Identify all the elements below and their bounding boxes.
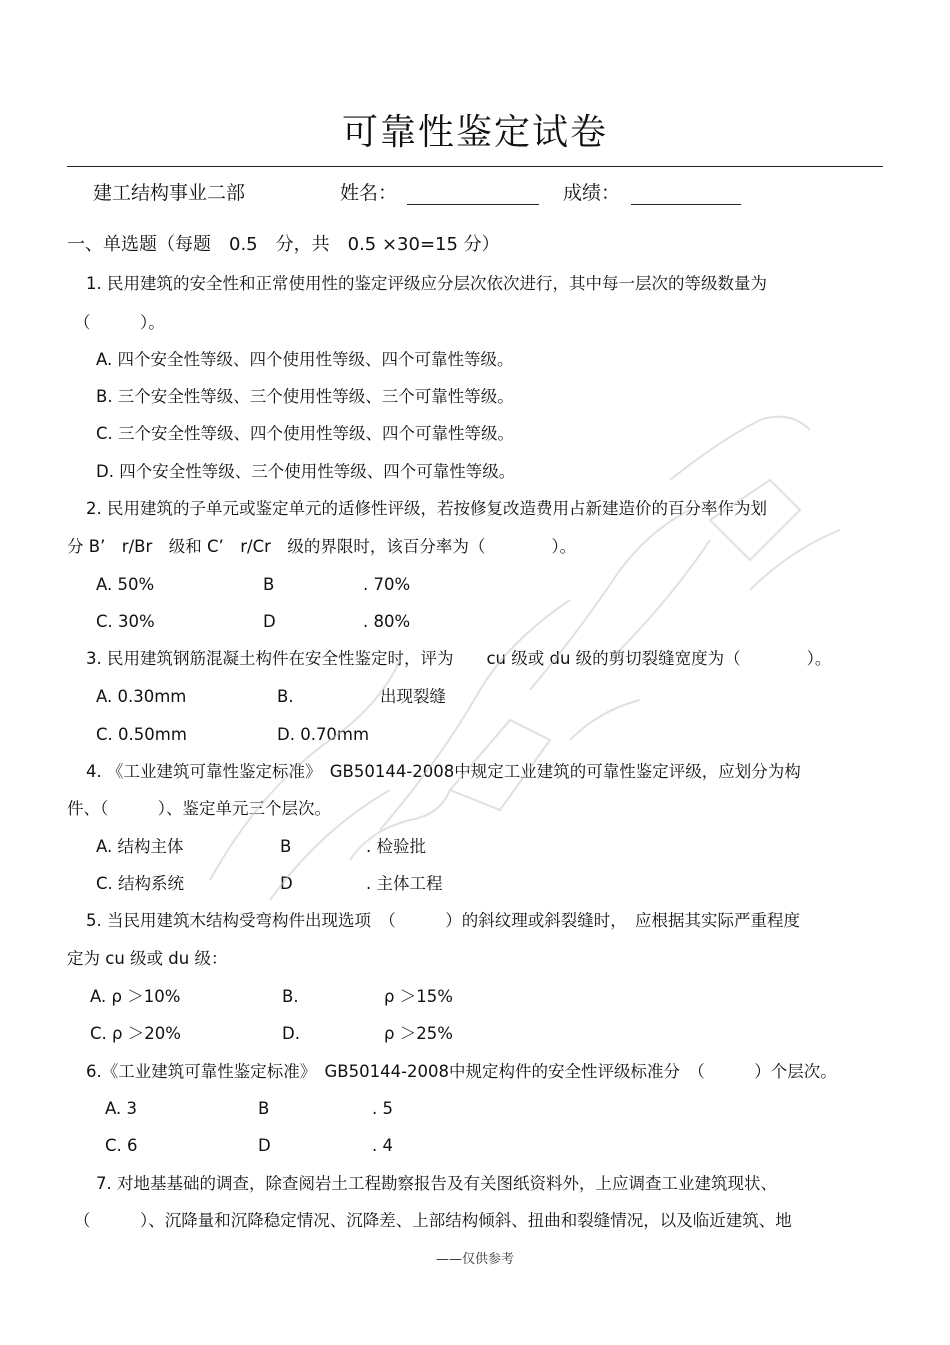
q5-option-a: A. ρ ＞10% <box>90 987 181 1006</box>
q2-option-b-letter: B <box>263 575 275 594</box>
q2-option-d-letter: D <box>263 612 276 631</box>
q6-option-a: A. 3 <box>105 1099 137 1118</box>
q3-option-d: D. 0.70mm <box>277 725 370 744</box>
q6-option-b-text: . 5 <box>372 1099 393 1118</box>
q6-option-b-letter: B <box>258 1099 270 1118</box>
section-heading: 一、单选题（每题 0.5 分，共 0.5 ×30=15 分） <box>67 234 500 255</box>
page-title: 可靠性鉴定试卷 <box>341 112 608 153</box>
q4-option-c: C. 结构系统 <box>96 874 185 893</box>
q7-stem-line2: （ ）、沉降量和沉降稳定情况、沉降差、上部结构倾斜、扭曲和裂缝情况，以及临近建筑、地 <box>74 1211 792 1230</box>
q6-option-d-text: . 4 <box>372 1136 393 1155</box>
q3-option-c: C. 0.50mm <box>96 725 187 744</box>
q5-option-d-letter: D. <box>282 1024 300 1043</box>
q6-stem-line1: 6.《工业建筑可靠性鉴定标准》 GB50144-2008中规定构件的安全性评级标准分 （ ）个层次。 <box>86 1062 837 1081</box>
q5-option-b-letter: B. <box>282 987 299 1006</box>
q3-stem-line1: 3. 民用建筑钢筋混凝土构件在安全性鉴定时，评为 cu 级或 du 级的剪切裂缝宽度为（ ）。 <box>86 649 832 668</box>
q5-stem-line1: 5. 当民用建筑木结构受弯构件出现选项 （ ）的斜纹理或斜裂缝时， 应根据其实际严重程度 <box>86 911 800 930</box>
q1-option-b: B. 三个安全性等级、三个使用性等级、三个可靠性等级。 <box>96 387 514 406</box>
score-blank <box>631 204 741 205</box>
q2-option-d-text: . 80% <box>363 612 411 631</box>
q2-stem-line1: 2. 民用建筑的子单元或鉴定单元的适修性评级，若按修复改造费用占新建造价的百分率作为划 <box>86 499 767 518</box>
q4-option-b-letter: B <box>280 837 292 856</box>
q3-option-b-text: 出现裂缝 <box>380 687 446 706</box>
q7-stem-line1: 7. 对地基基础的调查，除查阅岩土工程勘察报告及有关图纸资料外，上应调查工业建筑现状、 <box>96 1174 777 1193</box>
q6-option-c: C. 6 <box>105 1136 138 1155</box>
q2-option-c: C. 30% <box>96 612 155 631</box>
q1-stem-line2: （ ）。 <box>74 313 165 332</box>
q4-stem-line1: 4. 《工业建筑可靠性鉴定标准》 GB50144-2008中规定工业建筑的可靠性鉴定评级，应划分为构 <box>86 762 801 781</box>
q5-option-c: C. ρ ＞20% <box>90 1024 181 1043</box>
q2-option-b-text: . 70% <box>363 575 411 594</box>
q5-stem-line2: 定为 cu 级或 du 级： <box>67 949 228 968</box>
q4-option-b-text: . 检验批 <box>366 837 426 856</box>
q4-stem-line2: 件、（ ）、鉴定单元三个层次。 <box>67 799 331 818</box>
name-label: 姓名： <box>340 182 398 204</box>
department-label: 建工结构事业二部 <box>93 182 246 204</box>
q2-stem-line2: 分 B’ r/Br 级和 C’ r/Cr 级的界限时，该百分率为（ ）。 <box>67 537 577 556</box>
q4-option-a: A. 结构主体 <box>96 837 184 856</box>
q3-option-b-letter: B. <box>277 687 294 706</box>
q5-option-d-text: ρ ＞25% <box>384 1024 453 1043</box>
page-footer: ——仅供参考 <box>435 1252 514 1267</box>
title-divider <box>67 166 883 167</box>
q6-option-d-letter: D <box>258 1136 271 1155</box>
q4-option-d-letter: D <box>280 874 293 893</box>
q1-option-a: A. 四个安全性等级、四个使用性等级、四个可靠性等级。 <box>96 350 514 369</box>
q1-option-d: D. 四个安全性等级、三个使用性等级、四个可靠性等级。 <box>96 462 516 481</box>
q5-option-b-text: ρ ＞15% <box>384 987 453 1006</box>
q2-option-a: A. 50% <box>96 575 155 594</box>
name-blank <box>407 204 539 205</box>
q1-option-c: C. 三个安全性等级、四个使用性等级、四个可靠性等级。 <box>96 424 515 443</box>
q3-option-a: A. 0.30mm <box>96 687 187 706</box>
q1-stem-line1: 1. 民用建筑的安全性和正常使用性的鉴定评级应分层次依次进行，其中每一层次的等级数量为 <box>86 274 767 293</box>
score-label: 成绩： <box>563 182 621 204</box>
q4-option-d-text: . 主体工程 <box>366 874 443 893</box>
